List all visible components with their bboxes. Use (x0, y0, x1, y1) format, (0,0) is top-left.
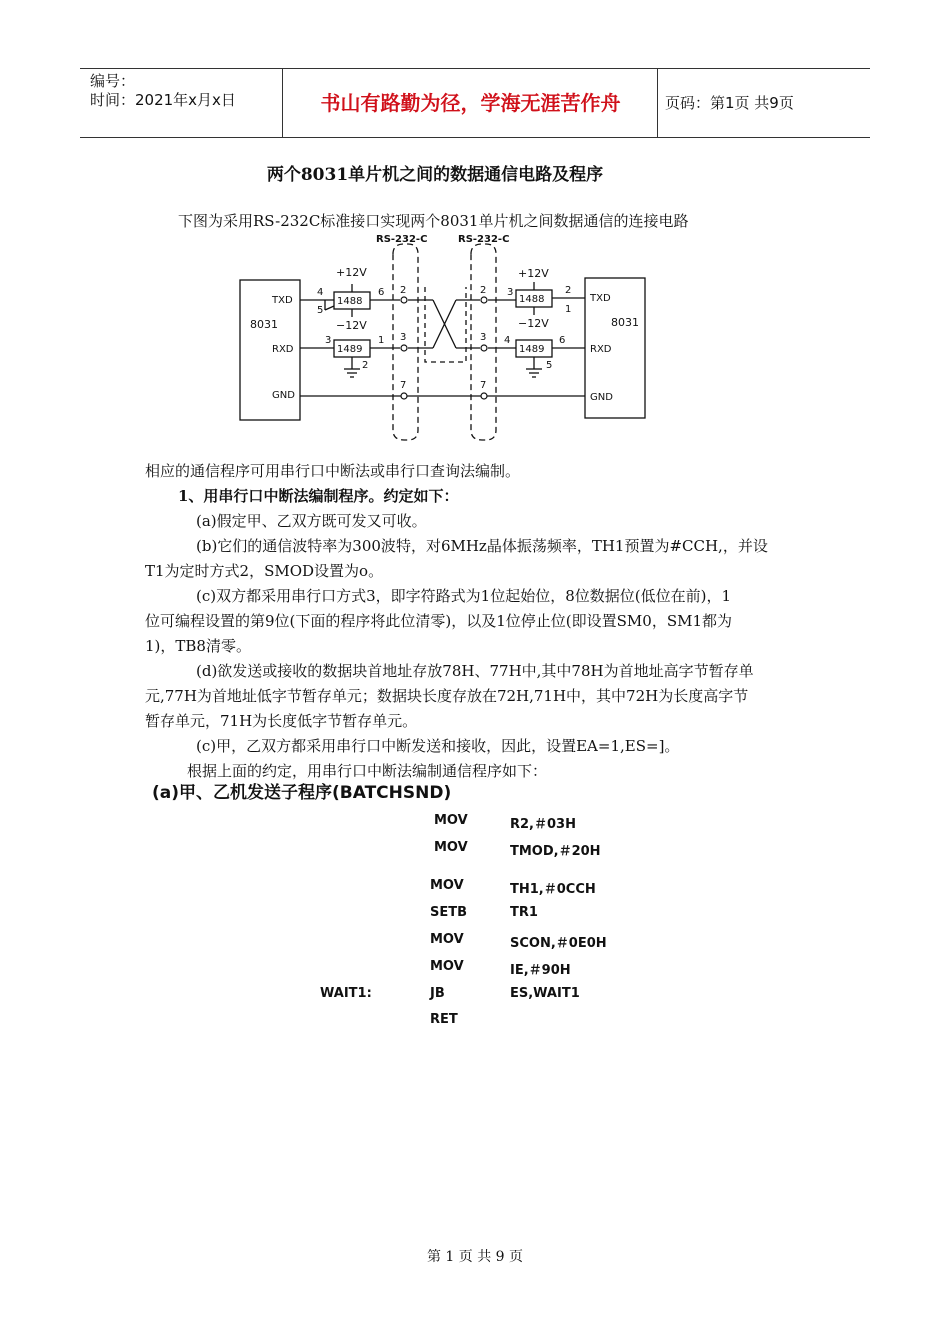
pin-number: 7 (400, 380, 407, 391)
pin-number: 5 (317, 305, 324, 316)
pin-label-rxd: RXD (272, 344, 294, 355)
asm-arg: TH1,＃0CCH (510, 882, 596, 897)
pin-label-gnd: GND (272, 390, 295, 401)
chip-label: 1488 (337, 296, 363, 307)
asm-op: JB (430, 986, 445, 1001)
connector-label: RS-232-C (458, 234, 510, 245)
chip-label: 1488 (519, 294, 545, 305)
paragraph: (b)它们的通信波特率为300波特，对6MHz晶体振荡频率，TH1预置为#CCH,，并设 (196, 537, 768, 555)
pin-label-gnd: GND (590, 392, 613, 403)
document-title: 两个8031单片机之间的数据通信电路及程序 (266, 165, 604, 185)
pin-number: 6 (378, 287, 385, 298)
chip-label: 1489 (337, 344, 363, 355)
pin-number: 1 (378, 335, 385, 346)
asm-op: MOV (430, 932, 464, 947)
left-mcu-label: 8031 (250, 318, 278, 331)
asm-arg: IE,＃90H (510, 963, 571, 978)
asm-op: RET (430, 1012, 458, 1027)
intro-text: 下图为采用RS-232C标准接口实现两个8031单片机之间数据通信的连接电路 (178, 212, 689, 230)
pin-number: 2 (362, 360, 369, 371)
paragraph: T1为定时方式2，SMOD设置为o。 (145, 562, 384, 580)
asm-op: MOV (434, 840, 468, 855)
paragraph: (d)欲发送或接收的数据块首地址存放78H、77H中,其中78H为首地址高字节暂存单 (196, 662, 754, 680)
asm-arg: ES,WAIT1 (510, 986, 580, 1001)
paragraph: (a)假定甲、乙双方既可发又可收。 (196, 512, 427, 530)
crossover-box (425, 287, 466, 362)
page-header (80, 68, 870, 138)
paragraph: (c)双方都采用串行口方式3，即字符路式为1位起始位，8位数据位(低位在前)，1 (196, 587, 731, 605)
asm-arg: TR1 (510, 905, 538, 920)
asm-op: MOV (430, 959, 464, 974)
circuit-diagram (228, 232, 668, 447)
pin-number: 3 (480, 332, 487, 343)
pin-number: 4 (504, 335, 511, 346)
chip-label: 1489 (519, 344, 545, 355)
header-divider (657, 69, 658, 137)
paragraph: (c)甲，乙双方都采用串行口中断发送和接收，因此，设置EA=1,ES=]。 (196, 737, 680, 755)
header-number: 编号： (90, 72, 136, 90)
pin-label-txd: TXD (272, 295, 293, 306)
asm-op: MOV (430, 878, 464, 893)
supply-plus-label: +12V (518, 267, 549, 280)
paragraph: 相应的通信程序可用串行口中断法或串行口查询法编制。 (145, 462, 521, 480)
asm-op: SETB (430, 905, 468, 920)
header-divider (282, 69, 283, 137)
paragraph: 位可编程设置的第9位(下面的程序将此位清零)，以及1位停止位(即设置SM0，SM1都为 (145, 612, 733, 630)
pin-number: 6 (559, 335, 566, 346)
asm-label: WAIT1: (320, 986, 372, 1001)
pin-number: 2 (565, 285, 572, 296)
pin-number: 2 (480, 285, 487, 296)
paragraph: 暂存单元，71H为长度低字节暂存单元。 (145, 712, 418, 730)
pin-number: 1 (565, 304, 572, 315)
header-motto: 书山有路勤为径，学海无涯苦作舟 (320, 91, 621, 115)
supply-minus-label: −12V (518, 317, 549, 330)
right-mcu-label: 8031 (611, 316, 639, 329)
header-meta (90, 72, 280, 110)
pin-number: 5 (546, 360, 553, 371)
paragraph-heading: 1、用串行口中断法编制程序。约定如下： (178, 487, 459, 505)
paragraph: 1)，TB8清零。 (145, 637, 251, 655)
pin-number: 3 (325, 335, 332, 346)
paragraph: 根据上面的约定，用串行口中断法编制通信程序如下： (187, 762, 548, 780)
asm-op: MOV (434, 813, 468, 828)
pin-number: 3 (507, 287, 514, 298)
pin-number: 3 (400, 332, 407, 343)
asm-arg: TMOD,＃20H (510, 844, 601, 859)
supply-plus-label: +12V (336, 266, 367, 279)
page-footer: 第 1 页 共 9 页 (426, 1249, 524, 1265)
section-heading: (a)甲、乙机发送子程序(BATCHSND) (152, 783, 452, 803)
paragraph: 元,77H为首地址低字节暂存单元；数据块长度存放在72H,71H中，其中72H为长度高字节 (145, 687, 749, 705)
asm-arg: R2,＃03H (510, 817, 576, 832)
supply-minus-label: −12V (336, 319, 367, 332)
pin-number: 4 (317, 287, 324, 298)
pin-label-txd: TXD (590, 293, 611, 304)
header-page-info: 页码：第1页 共9页 (665, 94, 794, 112)
header-time: 时间：2021年x月x日 (90, 91, 236, 109)
pin-number: 7 (480, 380, 487, 391)
asm-arg: SCON,＃0E0H (510, 936, 607, 951)
pin-number: 2 (400, 285, 407, 296)
pin-label-rxd: RXD (590, 344, 612, 355)
connector-label: RS-232-C (376, 234, 428, 245)
